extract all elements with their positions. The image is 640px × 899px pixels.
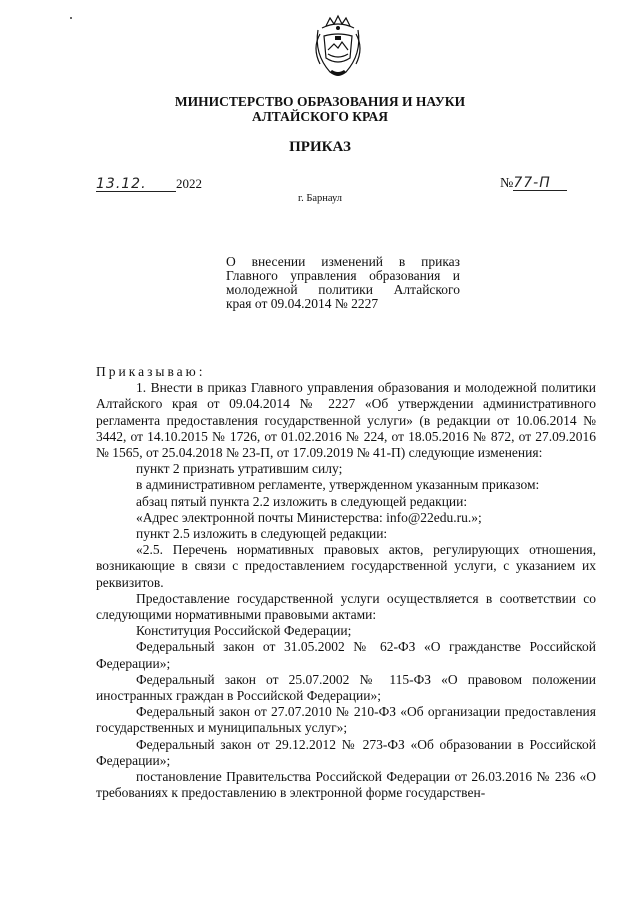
paragraph: Федеральный закон от 29.12.2012 № 273-ФЗ «Об образовании в Российской Федерации»; bbox=[96, 736, 596, 768]
paragraph: пункт 2.5 изложить в следующей редакции: bbox=[136, 526, 388, 542]
paragraph: Федеральный закон от 31.05.2002 № 62-ФЗ «О гражданстве Российской Федерации»; bbox=[96, 639, 596, 671]
subject-line: О внесении изменений в приказ bbox=[226, 254, 460, 269]
document-title: ПРИКАЗ bbox=[289, 139, 351, 155]
city-label: г. Барнаул bbox=[297, 193, 343, 204]
paragraph: «2.5. Перечень нормативных правовых актов, регулирующих отношения, возникающие в связи с предоставлением государственной услуги, с указанием их реквизитов. bbox=[96, 542, 596, 590]
handwritten-date: 13.12. bbox=[96, 177, 176, 192]
ministry-name-line2: АЛТАЙСКОГО КРАЯ bbox=[251, 109, 389, 124]
handwritten-number: 77-П bbox=[513, 176, 567, 191]
paragraph: Федеральный закон от 25.07.2002 № 115-ФЗ «О правовом положении иностранных граждан в Российской Федерации»; bbox=[96, 671, 596, 704]
paragraph: Федеральный закон от 27.07.2010 № 210-ФЗ «Об организации предоставления государственных и муниципальных услуг»; bbox=[96, 704, 596, 736]
paragraph: «Адрес электронной почты Министерства: info@22edu.ru.»; bbox=[136, 509, 482, 525]
subject-line: Главного управления образования и bbox=[226, 268, 460, 283]
ministry-name-line1: МИНИСТЕРСТВО ОБРАЗОВАНИЯ И НАУКИ bbox=[174, 94, 466, 109]
subject-line: молодежной политики Алтайского bbox=[226, 282, 460, 297]
scan-speck bbox=[70, 17, 72, 19]
number-prefix: № bbox=[500, 176, 514, 191]
paragraph: в административном регламенте, утвержденном указанным приказом: bbox=[136, 477, 540, 493]
paragraph: пункт 2 признать утратившим силу; bbox=[136, 461, 343, 477]
order-subject bbox=[226, 255, 460, 311]
date-year: 2022 bbox=[176, 176, 202, 191]
order-body bbox=[96, 364, 596, 801]
subject-line: края от 09.04.2014 № 2227 bbox=[226, 296, 379, 311]
paragraph: постановление Правительства Российской Федерации от 26.03.2016 № 236 «О требованиях к предоставлению в электронной форме государствен- bbox=[96, 769, 596, 801]
paragraph: 1. Внести в приказ Главного управления образования и молодежной политики Алтайского края от 09.04.2014 № 2227 «Об утверждении административного регламента предоставления государственной услуги» (в редакции от 10.06.2014 № 3442, от 14.10.2015 № 1726, от 01.02.2016 № 224, от 18.05.2016 № 872, от 27.09.2016 № 1565, от 25.04.2018 № 23-П, от 17.09.2019 № 41-П) следующие изменения: bbox=[96, 380, 596, 461]
paragraph: Предоставление государственной услуги осуществляется в соответствии со следующими нормативными правовыми актами: bbox=[96, 590, 596, 623]
order-word: Приказываю: bbox=[96, 364, 206, 379]
document-date bbox=[96, 176, 202, 192]
altai-coat-of-arms-icon bbox=[310, 14, 366, 82]
paragraph: Конституция Российской Федерации; bbox=[136, 623, 352, 639]
paragraph: абзац пятый пункта 2.2 изложить в следующей редакции: bbox=[136, 493, 468, 509]
document-number bbox=[500, 176, 567, 192]
